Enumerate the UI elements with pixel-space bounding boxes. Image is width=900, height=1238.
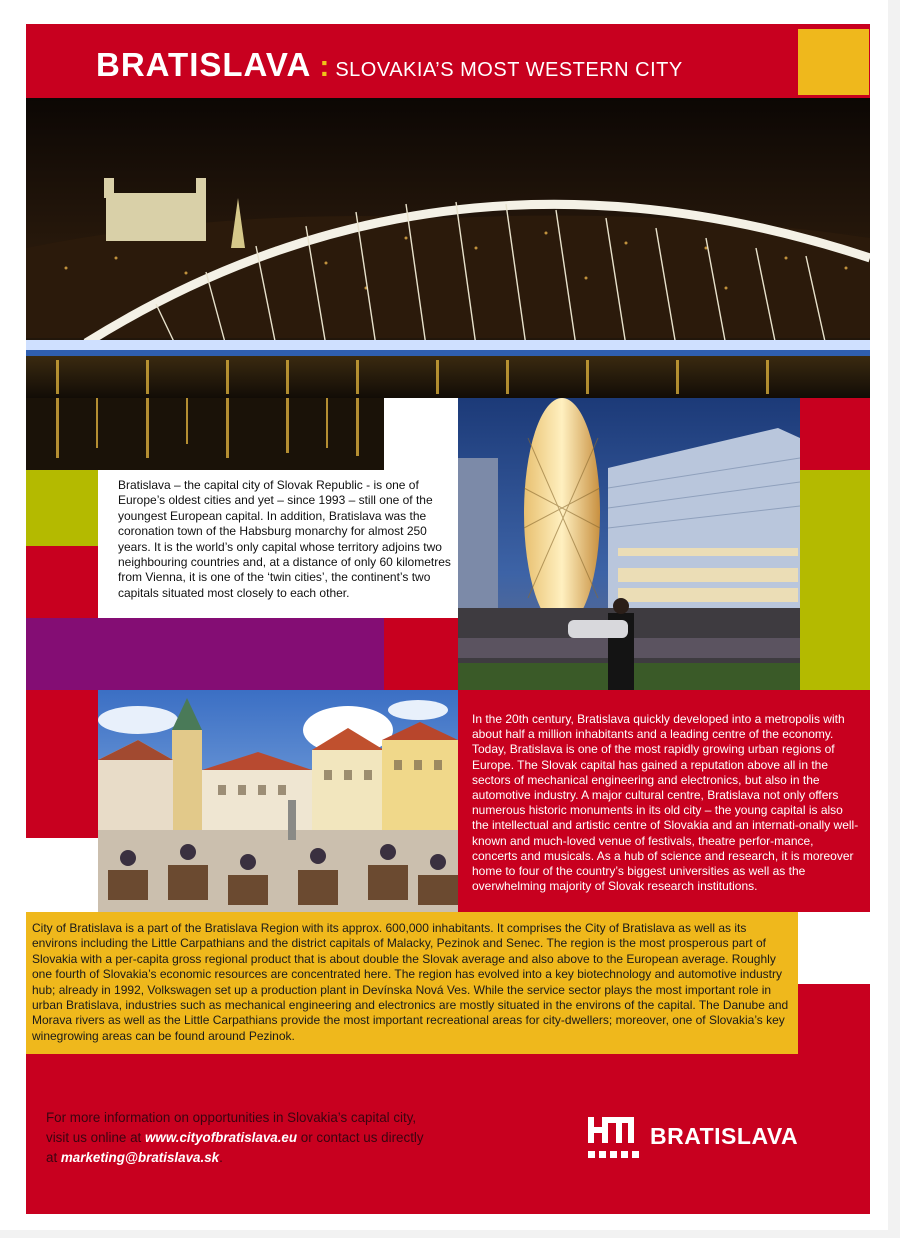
white-block-lower-left (26, 838, 98, 912)
intro-text-box (98, 470, 458, 618)
white-block-right (798, 912, 870, 984)
title-subtitle: SLOVAKIA’S MOST WESTERN CITY (335, 59, 683, 81)
footer-line-3-post: . (219, 1150, 223, 1165)
title-separator: : (319, 50, 330, 83)
white-block-top (384, 398, 458, 470)
footer-line-2 (46, 1128, 476, 1148)
title-main: BRATISLAVA (96, 46, 312, 83)
region-text-box (26, 912, 798, 1054)
modern-buildings-photo (458, 398, 800, 690)
email-link[interactable]: marketing@bratislava.sk (60, 1150, 220, 1165)
footer-line-2-post: or contact us directly (297, 1130, 424, 1145)
logo-wordmark: BRATISLAVA (650, 1123, 799, 1149)
corner-yellow-block (798, 29, 869, 95)
footer-line-2-pre: visit us online at (46, 1130, 145, 1145)
twentieth-century-paragraph: In the 20th century, Bratislava quickly developed into a metropolis with about half a million inhabitants and a leading centre of the economy. Today, Bratislava is one of the most rapidly growing urban regions of Europe. The Slovak capital has gained a reputation above all in the sectors of mechanical engineering and electronics, but also in the automotive industry. A major cultural centre, Bratislava not only offers numerous historic monuments in its old city – the young capital is also the intellectual and artistic centre of Slovakia and an internati-onally well-known and much-loved venue of festivals, theatre perfor-mance, concerts and musicals. As a hub of science and research, it is moreover home to four of the country’s biggest universities as well as the overwhelming majority of Slovak research institutions. (472, 712, 859, 894)
page-title (96, 46, 683, 86)
bratislava-logo-icon (588, 1117, 640, 1163)
bridge-night-photo (26, 98, 870, 398)
footer-line-1: For more information on opportunities in Slovakia’s capital city, (46, 1110, 417, 1125)
region-paragraph: City of Bratislava is a part of the Bratislava Region with its approx. 600,000 inhabitants. It comprises the City of Bratislava as well as its environs including the Little Carpathians and the district capitals of Malacky, Pezinok and Senec. The region is the most prosperous part of Slovakia with a per-capita gross regional product that is about double the Slovak average and also above to the European average. Roughly one fourth of Slovakia’s economic resources are concentrated here. The region has evolved into a key biotechnology and automotive industry hub; already in 1992, Volkswagen set up a production plant in Devínska Nová Ves. While the service sector plays the most important role in urban Bratislava, industries such as mechanical engineering and electronics are mostly situated in the environs of the capital. The Danube and Morava rivers as well as the Little Carpathians provide the most important recreational areas for city-dwellers; moreover, one of Slovakia’s key winegrowing areas can be found around Pezinok. (32, 921, 789, 1043)
olive-block-left (26, 470, 98, 546)
old-town-square-photo (98, 690, 458, 912)
brochure-panel (26, 24, 870, 1214)
website-link[interactable]: www.cityofbratislava.eu (145, 1130, 298, 1145)
footer-contact (46, 1108, 476, 1168)
footer-line-3 (46, 1148, 476, 1168)
olive-block-right (800, 470, 870, 690)
intro-paragraph: Bratislava – the capital city of Slovak Republic - is one of Europe’s oldest cities and yet – since 1993 – still one of the youngest European capital. In addition, Bratislava was the coronation town of the Habsburg monarchy for almost 250 years. It is the world’s only capital whose territory adjoins two neighbouring countries and, at a distance of only 60 kilometres from Vienna, it is one of the ‘twin cities’, the continent’s two capitals situated most closely to each other. (118, 478, 451, 600)
footer-line-3-pre: at (46, 1150, 61, 1165)
purple-block (26, 618, 384, 690)
bridge-photo-water-strip (26, 398, 384, 470)
